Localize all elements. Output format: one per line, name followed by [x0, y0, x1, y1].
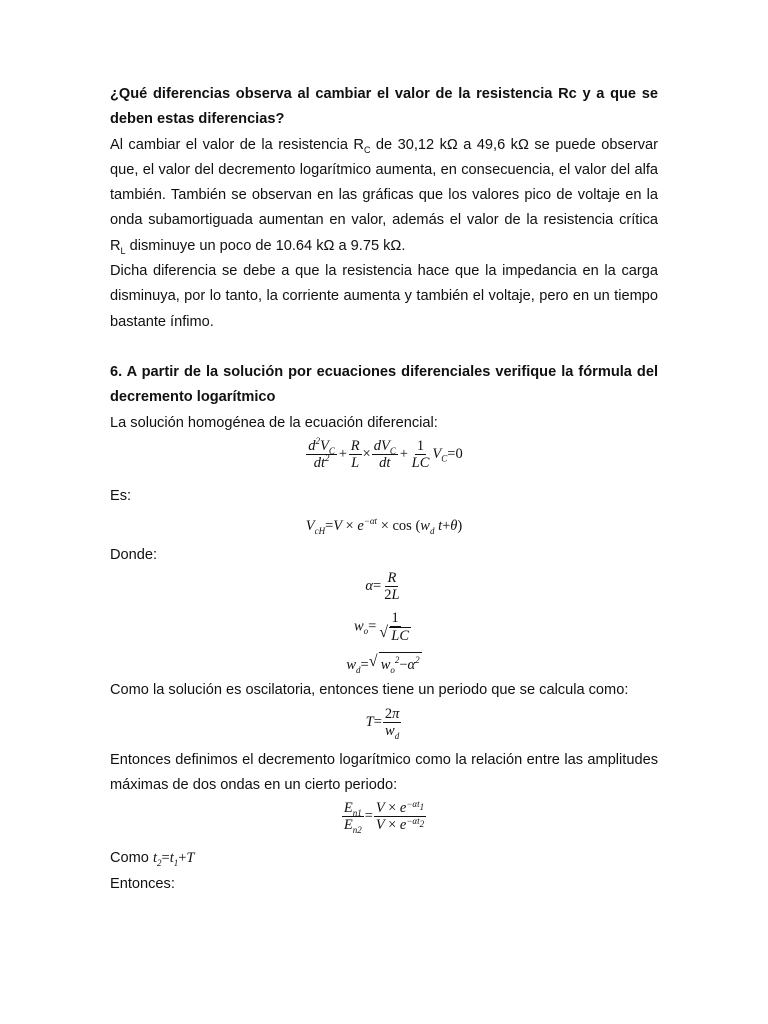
question-5-answer-paragraph-1 — [110, 133, 658, 259]
entonces-label: Entonces: — [110, 875, 175, 892]
homogeneous-solution: $V_{cH}=V \times e^{-\alpha t} \times \cos (w_d$ t+θ) — [305, 516, 463, 537]
p1-subscript-l: L — [120, 245, 126, 256]
donde-label: Donde: — [110, 547, 158, 564]
t2-equation: $t_2=t_1+T$ — [152, 850, 195, 869]
question-5-heading: ¿Qué diferencias observa al cambiar el valor de la resistencia Rc y a que se deben estas diferencias? — [110, 86, 658, 128]
document-page — [110, 82, 658, 897]
question-5-answer-paragraph-2: Dicha diferencia se debe a que la resistencia hace que la impedancia en la carga disminuya, por lo tanto, la corriente aumenta y también el voltaje, pero en un tiempo bastante ínfimo. — [110, 263, 658, 330]
como-label: Como — [110, 850, 153, 867]
alpha-equation: α= $\frac{R}{2L}$ — [365, 570, 400, 604]
p1-text-a: Al cambiar el valor de la resistencia R — [110, 136, 364, 153]
oscillatory-text: Como la solución es oscilatoria, entonces tiene un periodo que se calcula como: — [110, 682, 629, 699]
w0-equation: $w_o=$ 1 √ LC — [353, 610, 410, 645]
como-line — [110, 846, 658, 871]
es-label: Es: — [110, 487, 132, 504]
p1-text-b: de 30,12 kΩ a 49,6 kΩ se puede observar que, el valor del decremento logarítmico aumenta, en consecuencia, el valor del alfa también. También se observan en las gráficas que los valores pico de voltaje en la onda subamortiguada aumentan en valor, además el valor de la resistencia crítica R — [110, 136, 659, 254]
wd-equation: $w_d=$ √ $w_o^2-\alpha^2$ — [110, 652, 658, 676]
ratio-equation: $\frac{E_{n1}}{E_{n2}}$ = $\frac{V \times e^{-\alpha t_1}}{V \times e^{-\alpha t_2}}$ — [343, 798, 425, 836]
definition-text: Entonces definimos el decremento logarítmico como la relación entre las amplitudes máximas de dos ondas en un cierto periodo: — [110, 751, 658, 794]
p1-text-c: disminuye un poco de 10.64 kΩ a 9.75 kΩ. — [125, 237, 406, 254]
question-6-heading: 6. A partir de la solución por ecuaciones diferenciales verifique la fórmula del decremento logarítmico — [110, 363, 658, 406]
period-equation: T= $\frac{2\pi}{w_d}$ — [365, 705, 400, 741]
intro-text: La solución homogénea de la ecuación diferencial: — [110, 414, 438, 431]
p1-subscript-c: C — [363, 144, 371, 155]
differential-equation: $\frac{d^2V_C}{dt^2}$ + $\frac{R}{L}$ × $\frac{dV_C}{dt}$ + $\frac{1}{LC}$ $V_C=0$ — [308, 436, 463, 471]
